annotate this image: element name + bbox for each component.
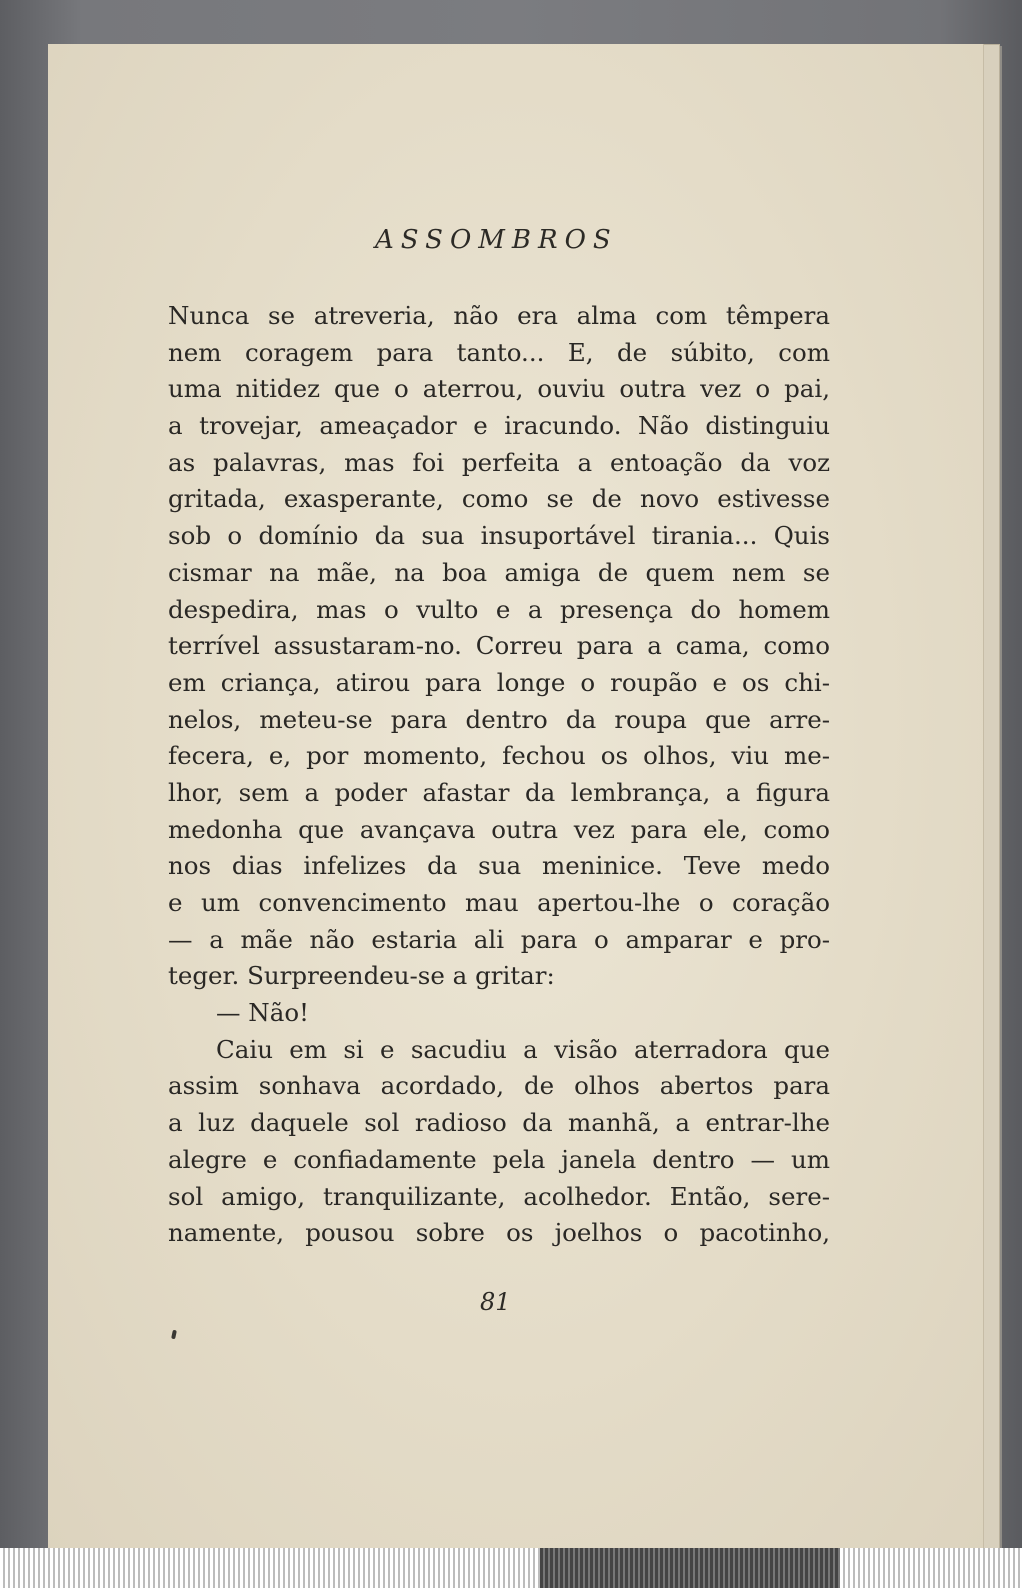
text-line: a luz daquele sol radioso da manhã, a entrar-lhe (168, 1108, 830, 1138)
text-line: fecera, e, por momento, fechou os olhos, viu me- (168, 741, 830, 771)
text-line: assim sonhava acordado, de olhos abertos para (168, 1071, 830, 1101)
text-line: nos dias infelizes da sua meninice. Teve medo (168, 851, 830, 881)
text-line: a trovejar, ameaçador e iracundo. Não distinguiu (168, 411, 830, 441)
text-line: namente, pousou sobre os joelhos o pacotinho, (168, 1218, 830, 1248)
text-line: gritada, exasperante, como se de novo estivesse (168, 484, 830, 514)
text-line: — a mãe não estaria ali para o amparar e pro- (168, 924, 830, 954)
text-line: nem coragem para tanto... E, de súbito, com (168, 337, 830, 367)
body-text (168, 298, 830, 1252)
text-line: cismar na mãe, na boa amiga de quem nem se (168, 557, 830, 587)
text-line: em criança, atirou para longe o roupão e os chi- (168, 667, 830, 697)
text-line: lhor, sem a poder afastar da lembrança, a figura (168, 777, 830, 807)
text-line: uma nitidez que o aterrou, ouviu outra vez o pai, (168, 374, 830, 404)
page-number: 81 (480, 1288, 511, 1316)
text-line: e um convencimento mau apertou-lhe o coração (168, 888, 830, 917)
text-line: nelos, meteu-se para dentro da roupa que arre- (168, 704, 830, 734)
calibration-strip-dark-segment (540, 1548, 840, 1588)
running-head: ASSOMBROS (375, 225, 618, 255)
text-line: Nunca se atreveria, não era alma com têmpera (168, 301, 830, 330)
dialogue-line: — Não! (216, 998, 309, 1028)
text-line: sol amigo, tranquilizante, acolhedor. Então, sere- (168, 1181, 830, 1211)
text-line: Caiu em si e sacudiu a visão aterradora que (216, 1034, 830, 1064)
text-line: sob o domínio da sua insuportável tirania... Quis (168, 521, 830, 551)
text-line: as palavras, mas foi perfeita a entoação da voz (168, 447, 830, 477)
text-line: medonha que avançava outra vez para ele, como (168, 814, 830, 844)
scan-calibration-strip (0, 1548, 1022, 1588)
text-line: despedira, mas o vulto e a presença do homem (168, 594, 830, 624)
text-line: alegre e confiadamente pela janela dentro — um (168, 1144, 830, 1174)
text-line: teger. Surpreendeu-se a gritar: (168, 961, 555, 991)
text-line: terrível assustaram-no. Correu para a cama, como (168, 631, 830, 661)
